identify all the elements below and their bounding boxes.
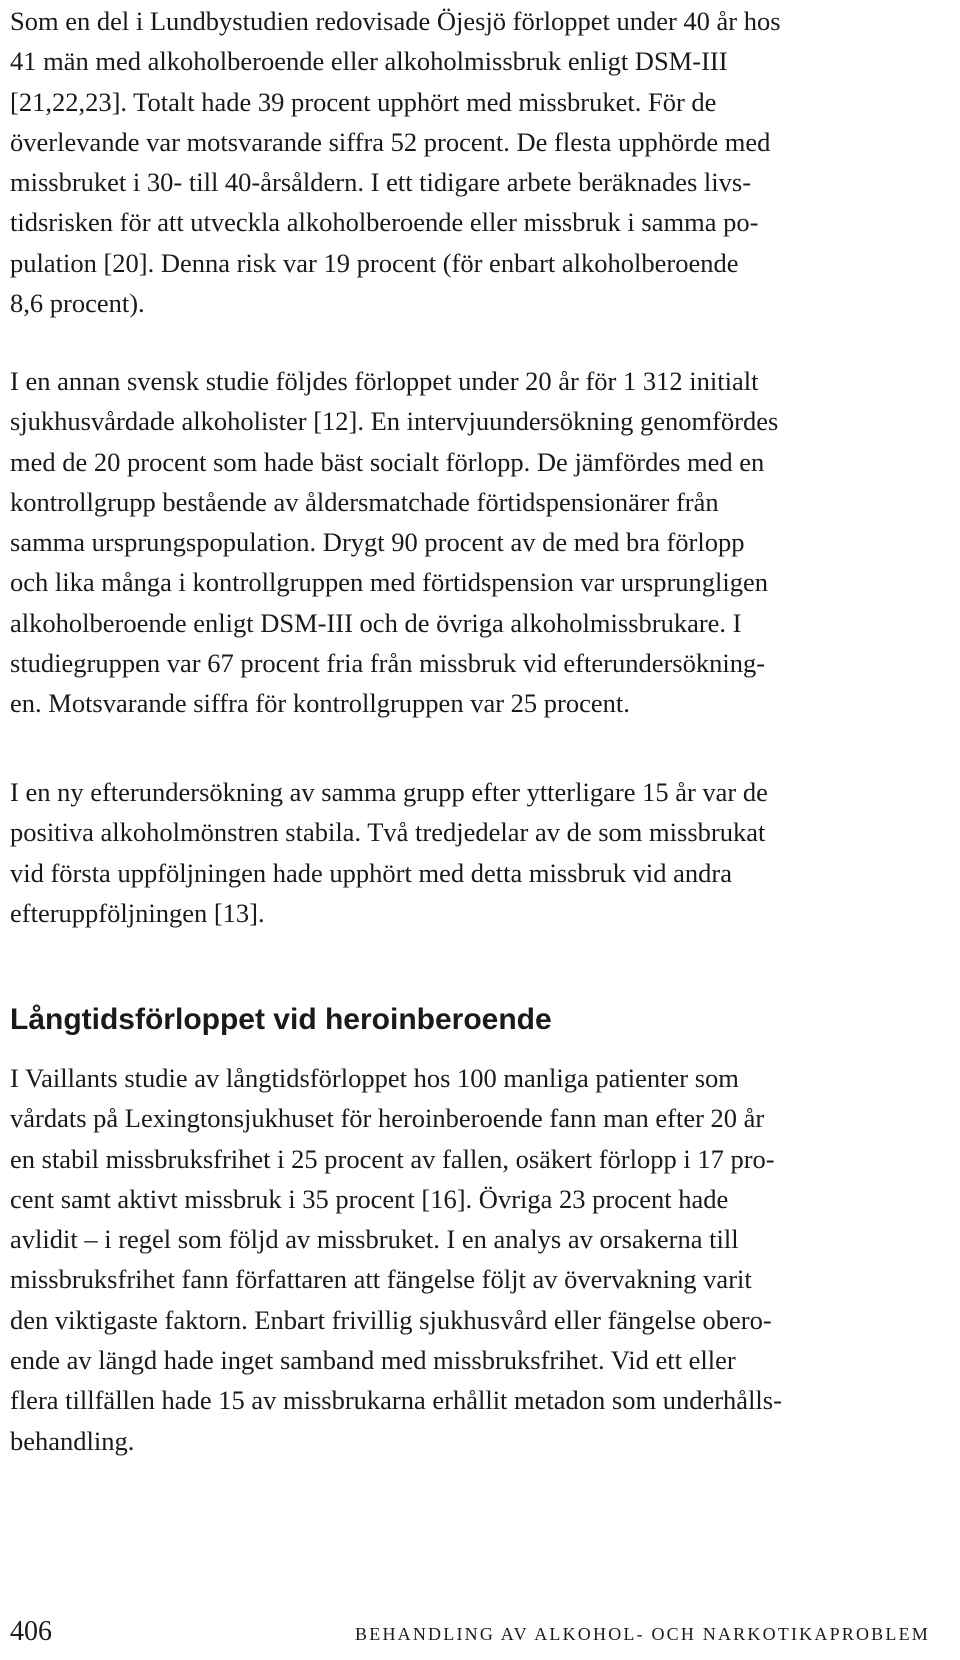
text-line: och lika många i kontrollgruppen med förtidspension var ursprungligen xyxy=(10,567,769,598)
text-line: studiegruppen var 67 procent fria från missbruk vid efterundersökning- xyxy=(10,648,766,679)
text-line: överlevande var motsvarande siffra 52 procent. De flesta upphörde med xyxy=(10,126,771,157)
paragraph-lundbystudien xyxy=(10,1,781,323)
text-line: alkoholberoende enligt DSM-III och de övriga alkoholmissbrukare. I xyxy=(10,607,742,638)
text-line: 41 män med alkoholberoende eller alkoholmissbruk enligt DSM-III xyxy=(10,46,728,77)
paragraph-svensk-studie xyxy=(10,361,778,724)
text-line: kontrollgrupp bestående av åldersmatchade förtidspensionärer från xyxy=(10,486,719,517)
text-line: behandling. xyxy=(10,1425,135,1456)
text-line: vid första uppföljningen hade upphört med detta missbruk vid andra xyxy=(10,857,732,888)
text-line: vårdats på Lexingtonsjukhuset för heroinberoende fann man efter 20 år xyxy=(10,1103,765,1134)
text-line: pulation [20]. Denna risk var 19 procent (för enbart alkoholberoende xyxy=(10,247,739,278)
paragraph-efterundersokning xyxy=(10,772,768,933)
text-line: missbruksfrihet fann författaren att fängelse följt av övervakning varit xyxy=(10,1264,752,1295)
section-heading: Långtidsförloppet vid heroinberoende xyxy=(10,1003,552,1036)
text-line: den viktigaste faktorn. Enbart frivillig sjukhusvård eller fängelse obero- xyxy=(10,1304,772,1335)
text-line: 8,6 procent). xyxy=(10,288,145,319)
text-line: med de 20 procent som hade bäst socialt förlopp. De jämfördes med en xyxy=(10,446,765,477)
page-footer xyxy=(10,1614,930,1654)
text-line: tidsrisken för att utveckla alkoholberoende eller missbruk i samma po- xyxy=(10,207,759,238)
text-line: en stabil missbruksfrihet i 25 procent av fallen, osäkert förlopp i 17 pro- xyxy=(10,1143,775,1174)
text-line: missbruket i 30- till 40-årsåldern. I ett tidigare arbete beräknades livs- xyxy=(10,167,752,198)
text-line: I Vaillants studie av långtidsförloppet hos 100 manliga patienter som xyxy=(10,1063,739,1093)
page-number: 406 xyxy=(10,1616,52,1647)
text-line: [21,22,23]. Totalt hade 39 procent upphört med missbruket. För de xyxy=(10,86,717,117)
text-line: efteruppföljningen [13]. xyxy=(10,897,265,928)
text-line: positiva alkoholmönstren stabila. Två tredjedelar av de som missbrukat xyxy=(10,817,766,848)
text-line: I en ny efterundersökning av samma grupp efter ytterligare 15 år var de xyxy=(10,777,768,807)
text-line: en. Motsvarande siffra för kontrollgruppen var 25 procent. xyxy=(10,688,630,719)
paragraph-vaillant xyxy=(10,1058,782,1461)
text-line: I en annan svensk studie följdes förloppet under 20 år för 1 312 initialt xyxy=(10,366,759,396)
text-line: flera tillfällen hade 15 av missbrukarna erhållit metadon som underhålls- xyxy=(10,1385,782,1416)
running-header: BEHANDLING AV ALKOHOL- OCH NARKOTIKAPROBLEM xyxy=(355,1624,930,1644)
text-line: ende av längd hade inget samband med missbruksfrihet. Vid ett eller xyxy=(10,1345,736,1376)
text-line: Som en del i Lundbystudien redovisade Öjesjö förloppet under 40 år hos xyxy=(10,6,781,36)
text-line: sjukhusvårdade alkoholister [12]. En intervjuundersökning genomfördes xyxy=(10,406,779,437)
text-line: samma ursprungspopulation. Drygt 90 procent av de med bra förlopp xyxy=(10,527,745,558)
text-line: cent samt aktivt missbruk i 35 procent [16]. Övriga 23 procent hade xyxy=(10,1183,729,1214)
text-line: avlidit – i regel som följd av missbruket. I en analys av orsakerna till xyxy=(10,1224,739,1255)
